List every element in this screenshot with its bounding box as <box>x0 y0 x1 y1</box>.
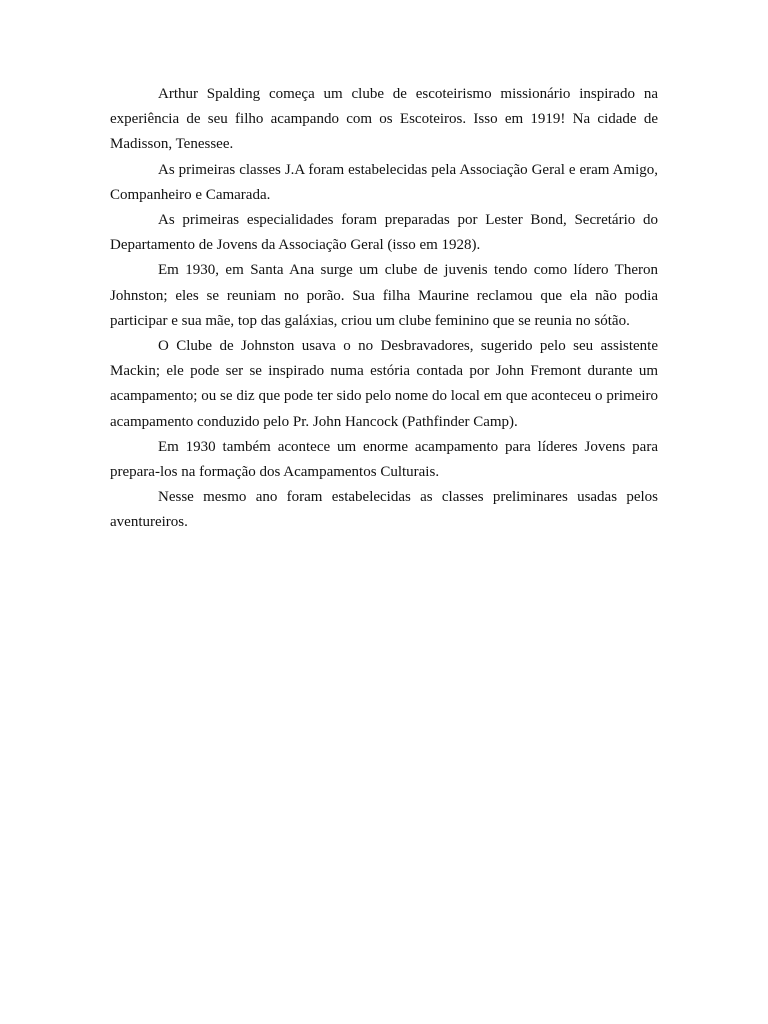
paragraph: As primeiras classes J.A foram estabelecidas pela Associação Geral e eram Amigo, Companheiro e Camarada. <box>110 161 658 203</box>
paragraph: Em 1930, em Santa Ana surge um clube de juvenis tendo como lídero Theron Johnston; eles se reuniam no porão. Sua filha Maurine reclamou que ela não podia participar e sua mãe, top das galáxias, criou um clube feminino que se reunia no sótão. <box>110 262 658 329</box>
paragraph: Arthur Spalding começa um clube de escoteirismo missionário inspirado na experiência de seu filho acampando com os Escoteiros. Isso em 1919! Na cidade de Madisson, Tenessee. <box>110 86 658 153</box>
paragraph: As primeiras especialidades foram preparadas por Lester Bond, Secretário do Departamento de Jovens da Associação Geral (isso em 1928). <box>110 212 658 254</box>
paragraph: Nesse mesmo ano foram estabelecidas as classes preliminares usadas pelos aventureiros. <box>110 489 658 531</box>
document-body <box>110 82 658 536</box>
paragraph: O Clube de Johnston usava o no Desbravadores, sugerido pelo seu assistente Mackin; ele pode ser se inspirado numa estória contada por John Fremont durante um acampamento; ou se diz que pode ter sido pelo nome do local em que aconteceu o primeiro acampamento conduzido pelo Pr. John Hancock (Pathfinder Camp). <box>110 338 658 430</box>
paragraph: Em 1930 também acontece um enorme acampamento para líderes Jovens para prepara-los na formação dos Acampamentos Culturais. <box>110 438 658 481</box>
